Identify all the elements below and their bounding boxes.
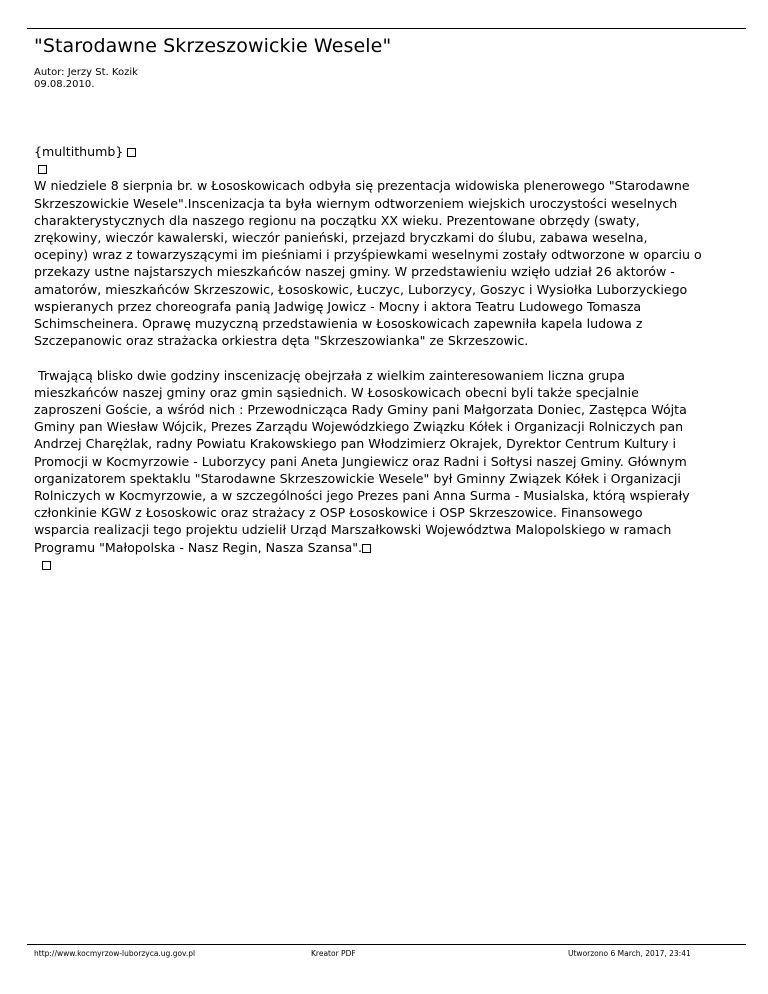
paragraph-line: W niedziele 8 sierpnia br. w Łososkowicach odbyła się prezentacja widowiska plenerowego "Starodawne bbox=[34, 178, 690, 194]
paragraph-line: ocepiny) wraz z towarzyszącymi im pieśniami i przyśpiewkami weselnymi zostały odtworzone w oparciu o bbox=[34, 247, 702, 263]
multithumb-line bbox=[34, 143, 746, 160]
missing-glyph-icon bbox=[42, 561, 51, 570]
paragraph-line: mieszkańców naszej gminy oraz gmin sąsiednich. W Łososkowicach obecni byli także specjalnie bbox=[34, 384, 639, 400]
paragraph-line: Promocji w Kocmyrzowie - Luborzycy pani Aneta Jungiewicz oraz Radni i Sołtysi naszej Gminy. Głównym bbox=[34, 453, 687, 469]
footer-url: http://www.kocmyrzow-luborzyca.ug.gov.pl bbox=[34, 949, 196, 958]
paragraph-line: Andrzej Charężlak, radny Powiatu Krakowskiego pan Włodzimierz Okrajek, Dyrektor Centrum Kultury i bbox=[34, 436, 677, 452]
paragraph-line: Gminy pan Wiesław Wójcik, Prezes Zarządu Wojewódzkiego Związku Kółek i Organizacji Rolniczych pan bbox=[34, 419, 684, 435]
multithumb-tag: {multithumb} bbox=[34, 144, 124, 159]
missing-glyph-icon bbox=[127, 148, 136, 157]
paragraph-line: Programu "Małopolska - Nasz Regin, Nasza Szansa". bbox=[34, 539, 363, 555]
article-body bbox=[34, 143, 746, 573]
paragraph-line: organizatorem spektaklu "Starodawne Skrzeszowickie Wesele" był Gminny Związek Kółek i Organizacji bbox=[34, 470, 681, 486]
article-title: "Starodawne Skrzeszowickie Wesele" bbox=[34, 35, 392, 57]
glyph-line bbox=[34, 556, 746, 573]
footer-created: Utworzono 6 March, 2017, 23:41 bbox=[568, 949, 691, 958]
footer-generator: Kreator PDF bbox=[311, 949, 356, 958]
paragraph-line: zaproszeni Goście, a wśród nich : Przewodnicząca Rady Gminy pani Małgorzata Doniec, Zastępca Wójta bbox=[34, 402, 687, 418]
paragraph-gap bbox=[34, 349, 746, 366]
glyph-line bbox=[34, 160, 746, 177]
author-line: Autor: Jerzy St. Kozik bbox=[34, 67, 138, 78]
paragraph-line: amatorów, mieszkańców Skrzeszowic, Łososkowic, Łuczyc, Luborzycy, Goszyc i Wysiołka Luborzyckiego bbox=[34, 281, 688, 297]
header-rule bbox=[27, 28, 746, 29]
paragraph-line: członkinie KGW z Łososkowic oraz strażacy z OSP Łososkowice i OSP Skrzeszowice. Finansowego bbox=[34, 505, 643, 521]
paragraph-line: Szczepanowic oraz strażacka orkiestra dęta "Skrzeszowianka" ze Skrzeszowic. bbox=[34, 333, 529, 349]
paragraph-line: zrękowiny, wieczór kawalerski, wieczór panieński, przejazd bryczkami do ślubu, zabawa weselna, bbox=[34, 230, 648, 246]
paragraph-last-line bbox=[34, 539, 746, 556]
article-date: 09.08.2010. bbox=[34, 79, 95, 90]
missing-glyph-icon bbox=[38, 165, 47, 174]
paragraph-line: przekazy ustne najstarszych mieszkańców naszej gminy. W przedstawieniu wzięło udział 26 aktorów - bbox=[34, 264, 675, 280]
paragraph-line: charakterystycznych dla naszego regionu na początku XX wieku. Prezentowane obrzędy (swaty, bbox=[34, 212, 640, 228]
paragraph-line: wsparcia realizacji tego projektu udzielił Urząd Marszałkowski Województwa Malopolskiego w ramach bbox=[34, 522, 672, 538]
footer-rule bbox=[27, 944, 746, 945]
paragraph-line: Rolniczych w Kocmyrzowie, a w szczególności jego Prezes pani Anna Surma - Musialska, którą wspierały bbox=[34, 488, 690, 504]
article-meta bbox=[34, 67, 138, 91]
paragraph-line: Trwającą blisko dwie godziny inscenizację obejrzała z wielkim zainteresowaniem liczna grupa bbox=[34, 367, 625, 383]
paragraph-line: Schimscheinera. Oprawę muzyczną przedstawienia w Łososkowicach zapewniła kapela ludowa z bbox=[34, 316, 643, 332]
paragraph-line: wspieranych przez choreografa panią Jadwigę Jowicz - Mocny i aktora Teatru Ludowego Tomasza bbox=[34, 298, 642, 314]
paragraph-line: Skrzeszowickie Wesele".Inscenizacja ta była wiernym odtworzeniem wiejskich uroczystości weselnych bbox=[34, 195, 678, 211]
missing-glyph-icon bbox=[362, 544, 371, 553]
